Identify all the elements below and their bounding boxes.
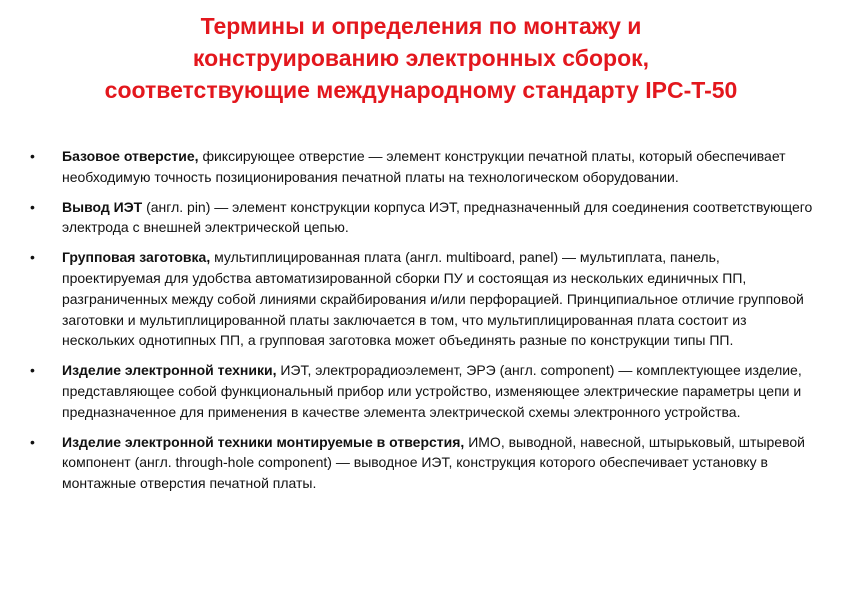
list-item — [30, 360, 820, 422]
title-line-3: соответствующие международному стандарту IPC-T-50 — [104, 77, 738, 103]
term-definition: ИЭТ, электрорадиоэлемент, ЭРЭ (англ. component) — комплектующее изделие, представляющее собой функциональный прибор или устройство, изменяющее электрические параметры цепи и предназначенное для применения в качестве элемента электрической схемы электронного устройства. — [62, 362, 802, 420]
title-line-1: Термины и определения по монтажу и — [200, 13, 642, 39]
term-name: Групповая заготовка, — [62, 249, 211, 266]
bullet-icon: • — [30, 249, 35, 266]
term-name: Базовое отверстие, — [62, 148, 199, 164]
term-definition: ИМО, выводной, навесной, штырьковый, штыревой компонент (англ. through-hole component) — выводное ИЭТ, конструкция которого обеспечивает установку в монтажные отверстия печатной платы. — [62, 433, 805, 492]
term-name: Изделие электронной техники монтируемые в отверстия, — [62, 433, 465, 450]
term-definition: фиксирующее отверстие — элемент конструкции печатной платы, который обеспечивает необходимую точность позиционирования печатной платы на технологическом оборудовании. — [62, 148, 786, 185]
bullet-icon: • — [30, 433, 35, 450]
list-item — [30, 247, 820, 351]
bullet-icon: • — [30, 148, 35, 164]
list-item — [30, 146, 820, 188]
list-item — [30, 432, 820, 494]
term-name: Вывод ИЭТ — [62, 198, 143, 215]
term-definition: (англ. pin) — элемент конструкции корпуса ИЭТ, предназначенный для соединения соответствующего электрода с внешней электрической цепью. — [62, 198, 813, 236]
term-name: Изделие электронной техники, — [62, 362, 277, 379]
term-definition: мультиплицированная плата (англ. multiboard, panel) — мультиплата, панель, проектируемая для удобства автоматизированной сборки ПУ и состоящая из нескольких единичных ПП, разграниченных между собой линиями скрайбирования и/или перфорацией. Принципиальное отличие групповой заготовки и мультиплицированной платы заключается в том, что мультиплицированная плата состоит из нескольких однотипных ПП, а групповая заготовка может объединять разные по конструкции типы ПП. — [62, 249, 804, 349]
bullet-icon: • — [30, 198, 35, 215]
bullet-icon: • — [30, 362, 35, 379]
page-title — [20, 10, 822, 106]
list-item — [30, 197, 820, 239]
title-line-2: конструированию электронных сборок, — [192, 45, 650, 71]
terms-list — [30, 146, 820, 503]
